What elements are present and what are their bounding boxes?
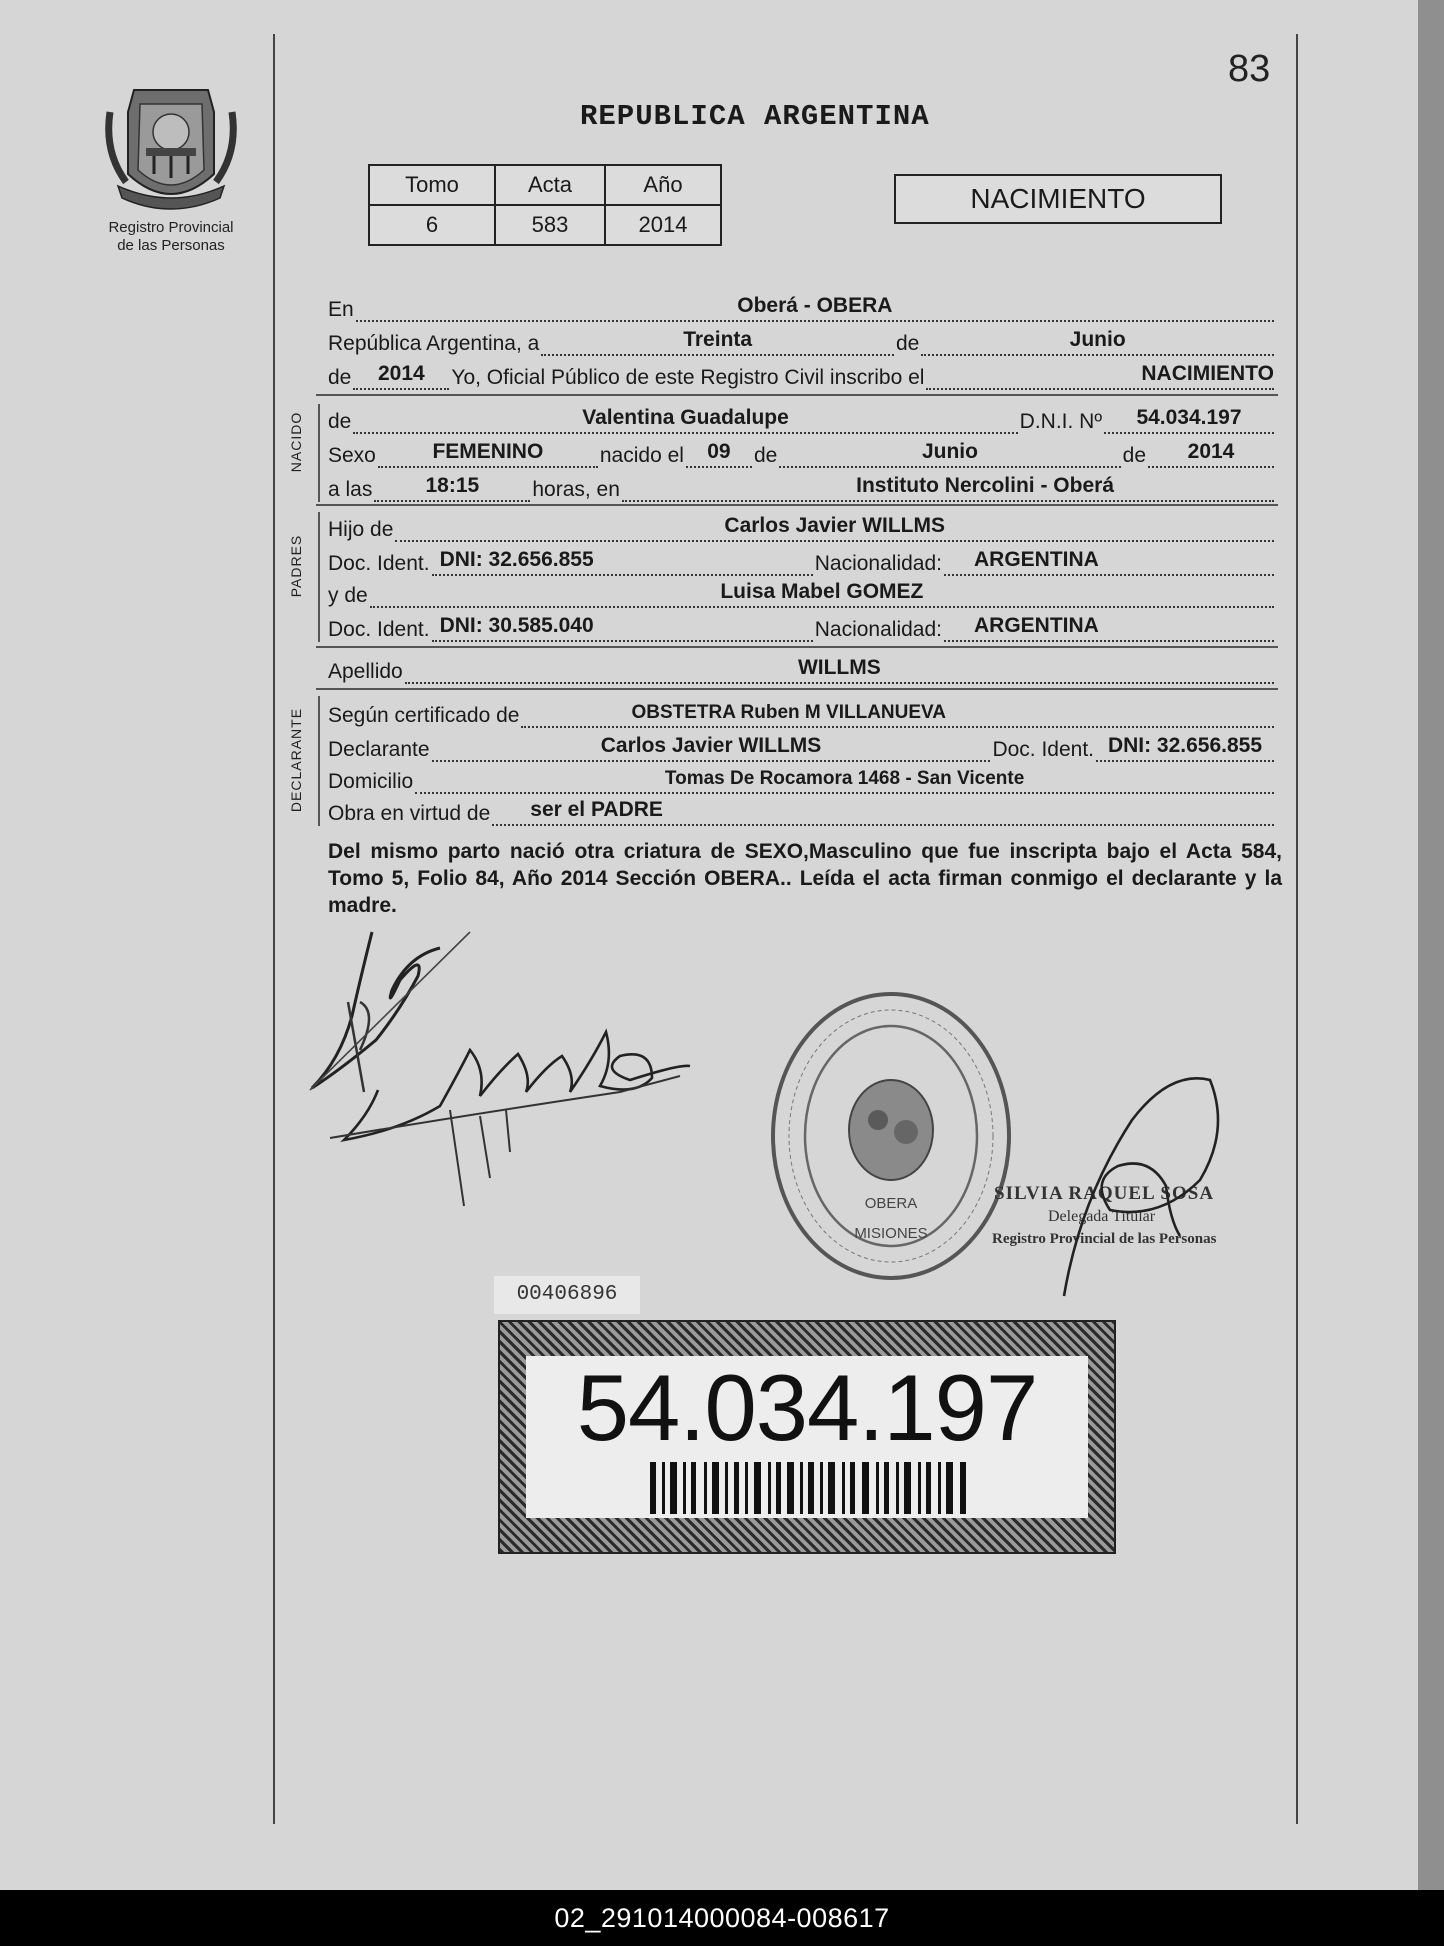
birth-time-value: 18:15	[425, 474, 480, 497]
row-time-place	[328, 470, 1276, 502]
page-number: 83	[1228, 48, 1271, 90]
dni-label: D.N.I. Nº	[1019, 410, 1102, 433]
seal-inner-bottom-text: MISIONES	[854, 1225, 928, 1242]
address-value: Tomas De Rocamora 1468 - San Vicente	[664, 768, 1025, 789]
record-type-box: NACIMIENTO	[894, 174, 1222, 224]
en-label: En	[328, 298, 354, 321]
mother-doc-value: DNI: 30.585.040	[439, 614, 594, 637]
row-father	[328, 510, 1276, 542]
barcode-label	[498, 1320, 1116, 1554]
declarant-value: Carlos Javier WILLMS	[600, 734, 822, 757]
row-address	[328, 762, 1276, 794]
de-label-4: de	[753, 444, 778, 467]
sex-value: FEMENINO	[432, 440, 544, 463]
header-tomo: Tomo	[369, 165, 495, 205]
de-label: de	[895, 332, 920, 355]
place-value: Oberá - OBERA	[737, 294, 893, 317]
separator-2	[316, 504, 1278, 506]
nacido-label: nacido el	[599, 444, 684, 467]
birth-month-value: Junio	[921, 440, 978, 463]
capacity-value: ser el PADRE	[530, 798, 663, 821]
certificate-value: OBSTETRA Ruben M VILLANUEVA	[631, 702, 947, 723]
provincial-emblem-icon	[96, 82, 246, 212]
separator-3	[316, 646, 1278, 648]
row-father-doc	[328, 544, 1276, 576]
value-tomo: 6	[369, 205, 495, 245]
nacionalidad-label: Nacionalidad:	[814, 552, 942, 575]
declarant-doc-value: DNI: 32.656.855	[1107, 734, 1263, 757]
separator-4	[316, 688, 1278, 690]
section-label-nacido: NACIDO	[288, 411, 304, 473]
row-surname	[328, 652, 1276, 684]
registry-logo	[96, 82, 246, 255]
birth-year-value: 2014	[1187, 440, 1235, 463]
father-name-value: Carlos Javier WILLMS	[724, 514, 945, 537]
father-nationality-value: ARGENTINA	[974, 548, 1099, 571]
row-mother-doc	[328, 610, 1276, 642]
official-name: SILVIA RAQUEL SOSA	[994, 1183, 1215, 1204]
barcode-bars-icon	[650, 1462, 970, 1514]
logo-caption-line2: de las Personas	[117, 237, 225, 254]
header-acta: Acta	[495, 165, 605, 205]
horas-label: horas, en	[532, 478, 620, 501]
child-dni-value: 54.034.197	[1136, 406, 1242, 429]
de-label-5: de	[1122, 444, 1146, 467]
official-title: Delegada Titular	[1048, 1208, 1156, 1225]
mother-name-value: Luisa Mabel GOMEZ	[720, 580, 924, 603]
header-ano: Año	[605, 165, 721, 205]
annotation-note: Del mismo parto nació otra criatura de SEXO,Masculino que fue inscripta bajo el Acta 584, Tomo 5, Folio 84, Año 2014 Sección OBERA.. Leída el acta firman conmigo el declarante y la madre.	[328, 840, 1282, 917]
nacionalidad-label-2: Nacionalidad:	[814, 618, 942, 641]
value-ano: 2014	[605, 205, 721, 245]
row-date	[328, 324, 1276, 356]
y-de-label: y de	[328, 584, 368, 607]
doc-label-2: Doc. Ident.	[328, 618, 430, 641]
registry-table	[368, 164, 722, 246]
logo-caption-line1: Registro Provincial	[108, 219, 234, 236]
mother-nationality-value: ARGENTINA	[974, 614, 1099, 637]
doc-label-3: Doc. Ident.	[992, 738, 1094, 761]
republica-label: República Argentina, a	[328, 332, 540, 355]
page-edge	[1418, 0, 1444, 1890]
serial-stamp: 00406896	[494, 1276, 640, 1314]
child-name-value: Valentina Guadalupe	[582, 406, 789, 429]
official-signature	[1040, 1060, 1240, 1300]
row-inscribo	[328, 358, 1276, 390]
official-seal-icon	[760, 980, 1030, 1296]
row-declarant	[328, 730, 1276, 762]
declarante-label: Declarante	[328, 738, 430, 761]
declarant-signatures	[300, 920, 700, 1220]
row-place	[328, 290, 1276, 322]
row-sex-birth	[328, 436, 1276, 468]
month-value: Junio	[1069, 328, 1126, 351]
section-label-padres: PADRES	[288, 534, 304, 598]
apellido-label: Apellido	[328, 660, 403, 683]
document-title: REPUBLICA ARGENTINA	[580, 100, 930, 133]
official-org: Registro Provincial de las Personas	[992, 1231, 1217, 1247]
sexo-label: Sexo	[328, 444, 376, 467]
right-margin-line	[1296, 34, 1298, 1824]
row-certificate	[328, 696, 1276, 728]
surname-value: WILLMS	[797, 656, 881, 679]
row-mother	[328, 576, 1276, 608]
de-label-2: de	[328, 366, 352, 389]
father-doc-value: DNI: 32.656.855	[439, 548, 594, 571]
day-value: Treinta	[683, 328, 753, 351]
domicilio-label: Domicilio	[328, 770, 414, 793]
document-id-footer: 02_291014000084-008617	[0, 1890, 1444, 1946]
a-las-label: a las	[328, 478, 373, 501]
certificado-label: Según certificado de	[328, 704, 520, 727]
barcode-number: 54.034.197	[576, 1355, 1038, 1460]
seal-inner-top-text: OBERA	[864, 1195, 918, 1212]
left-margin-line	[273, 34, 275, 1824]
row-capacity	[328, 794, 1276, 826]
inscribo-value: NACIMIENTO	[1141, 362, 1274, 385]
value-acta: 583	[495, 205, 605, 245]
de-label-3: de	[328, 410, 352, 433]
doc-label: Doc. Ident.	[328, 552, 430, 575]
obra-label: Obra en virtud de	[328, 802, 491, 825]
separator-1	[316, 394, 1278, 396]
inscribo-text: Yo, Oficial Público de este Registro Civil inscribo el	[451, 366, 925, 389]
year-value: 2014	[378, 362, 425, 385]
section-label-declarante: DECLARANTE	[288, 707, 304, 813]
row-child-name	[328, 402, 1276, 434]
birth-day-value: 09	[707, 440, 731, 463]
birth-place-value: Instituto Nercolini - Oberá	[856, 474, 1114, 497]
hijo-label: Hijo de	[328, 518, 394, 541]
